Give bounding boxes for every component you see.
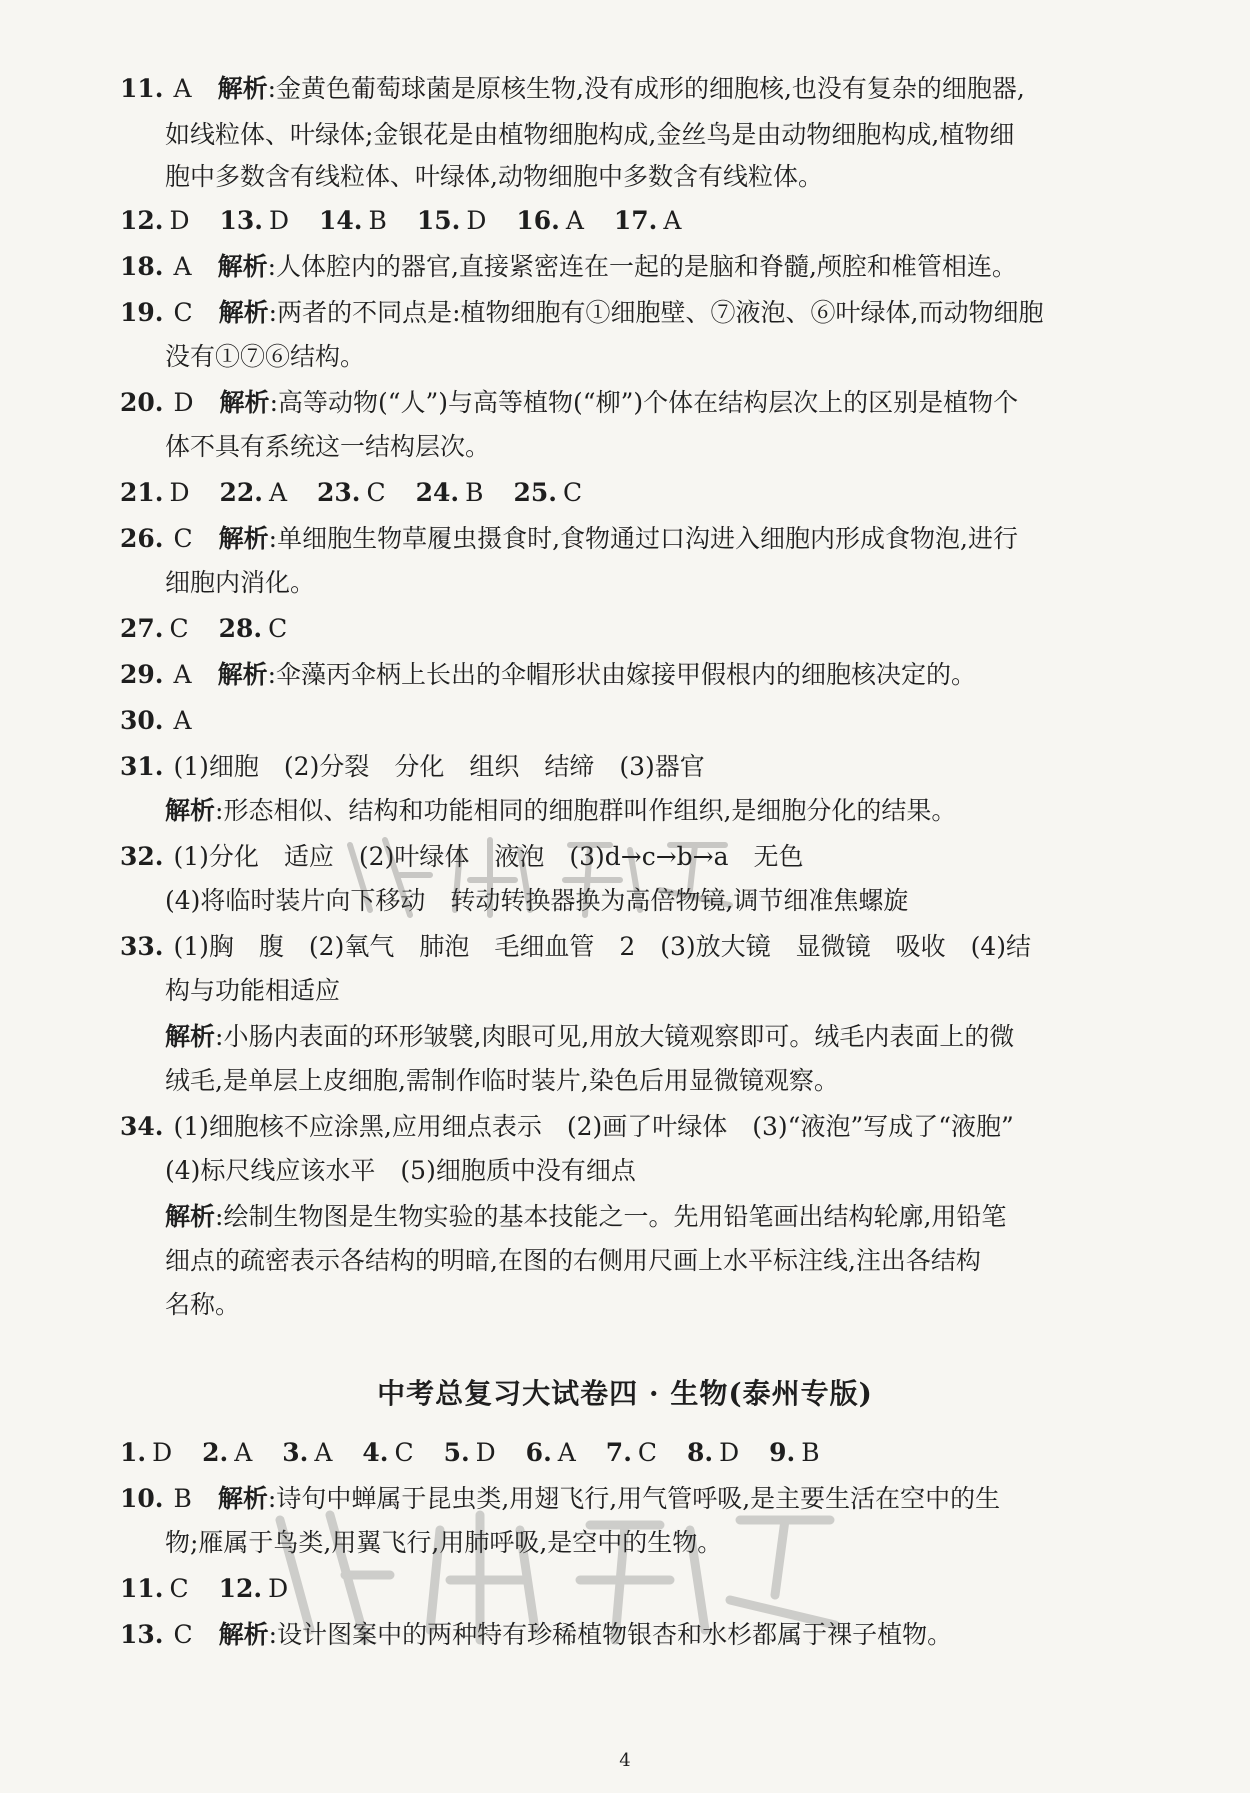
answer-20 [120, 386, 1180, 420]
question-number: 3. [282, 1438, 309, 1467]
answer-letter: C [173, 1620, 193, 1649]
question-number: 2. [202, 1438, 229, 1467]
question-number: 32. [120, 842, 164, 871]
answer-34-line2: (4)标尺线应该水平 (5)细胞质中没有细点 [165, 1156, 636, 1185]
answer-letter: D [169, 206, 190, 235]
analysis-label: 解析 [217, 252, 268, 281]
answer-letter: A [173, 660, 192, 689]
answer-letter: D [475, 1438, 496, 1467]
answer-letter: D [169, 478, 190, 507]
section-title: 中考总复习大试卷四 · 生物(泰州专版) [377, 1377, 873, 1410]
answer-text: :人体腔内的器官,直接紧密连在一起的是脑和脊髓,颅腔和椎管相连。 [267, 252, 1017, 281]
question-number: 19. [120, 298, 164, 327]
question-number: 34. [120, 1112, 164, 1141]
answer-letter: A [234, 1438, 253, 1467]
question-number: 13. [219, 206, 263, 235]
answer-text: (1)胸 腹 (2)氧气 肺泡 毛细血管 2 (3)放大镜 显微镜 吸收 (4)结 [173, 932, 1032, 961]
analysis-label: 解析 [217, 74, 268, 103]
answer-letter: A [269, 478, 288, 507]
question-number: 6. [525, 1438, 552, 1467]
answer-letter: C [394, 1438, 414, 1467]
answer-letter: D [152, 1438, 173, 1467]
answer-letter: B [465, 478, 484, 507]
answer-text: :设计图案中的两种特有珍稀植物银杏和水杉都属于裸子植物。 [268, 1620, 953, 1649]
answer-letter: C [268, 614, 288, 643]
answer-sequence-27-28 [120, 612, 1180, 646]
answer-letter: C [173, 524, 193, 553]
answer-19-line2: 没有①⑦⑥结构。 [165, 342, 366, 371]
answer-text: (1)分化 适应 (2)叶绿体 液泡 (3)d→c→b→a 无色 [173, 842, 804, 871]
answer-letter: C [173, 298, 193, 327]
answer-letter: A [663, 206, 682, 235]
question-number: 14. [319, 206, 363, 235]
analysis-label: 解析 [217, 660, 268, 689]
answer-text: :小肠内表面的环形皱襞,肉眼可见,用放大镜观察即可。绒毛内表面上的微 [215, 1022, 1015, 1051]
question-number: 1. [120, 1438, 147, 1467]
analysis-label: 解析 [218, 298, 269, 327]
analysis-label: 解析 [219, 388, 270, 417]
answer-34-explanation-line2: 细点的疏密表示各结构的明暗,在图的右侧用尺画上水平标注线,注出各结构 [165, 1246, 981, 1275]
answer-33-explanation [165, 1020, 1225, 1054]
answer-text: :绘制生物图是生物实验的基本技能之一。先用铅笔画出结构轮廓,用铅笔 [215, 1202, 1007, 1231]
answer-sequence-1-9 [120, 1436, 1180, 1470]
question-number: 25. [513, 478, 557, 507]
analysis-label: 解析 [218, 1620, 269, 1649]
page-number: 4 [619, 1750, 631, 1771]
question-number: 21. [120, 478, 164, 507]
answer-34 [120, 1110, 1180, 1144]
answer-letter: A [565, 206, 584, 235]
answer-letter: A [557, 1438, 576, 1467]
question-number: 5. [443, 1438, 470, 1467]
answer-30 [120, 704, 1180, 738]
watermark-mark [330, 830, 750, 920]
answer-letter: B [173, 1484, 192, 1513]
answer-letter: C [637, 1438, 658, 1467]
answer-32-line2: (4)将临时装片向下移动 转动转换器换为高倍物镜,调节细准焦螺旋 [165, 886, 909, 915]
answer-sequence-12-17 [120, 204, 1180, 238]
answer-letter: C [562, 478, 583, 507]
answer-19 [120, 296, 1180, 330]
answer-text: :单细胞生物草履虫摄食时,食物通过口沟进入细胞内形成食物泡,进行 [268, 524, 1018, 553]
question-number: 11. [120, 74, 164, 103]
answer-text: :形态相似、结构和功能相同的细胞群叫作组织,是细胞分化的结果。 [215, 796, 957, 825]
answer-33-line2: 构与功能相适应 [165, 976, 341, 1005]
answer-letter: D [466, 206, 487, 235]
answer-34-explanation-line3: 名称。 [165, 1290, 241, 1319]
answer-20-line2: 体不具有系统这一结构层次。 [165, 432, 491, 461]
answer-text: (1)细胞 (2)分裂 分化 组织 结缔 (3)器官 [173, 752, 705, 781]
question-number: 12. [120, 206, 164, 235]
question-number: 4. [362, 1438, 389, 1467]
question-number: 26. [120, 524, 164, 553]
answer-31 [120, 750, 1180, 784]
answer-29 [120, 658, 1180, 692]
answer-18 [120, 250, 1180, 284]
answer-letter: A [314, 1438, 333, 1467]
analysis-label: 解析 [165, 796, 216, 825]
question-number: 11. [120, 1574, 164, 1603]
answer-11 [120, 72, 1180, 106]
answer-letter: D [173, 388, 194, 417]
question-number: 22. [219, 478, 263, 507]
question-number: 24. [415, 478, 460, 507]
answer-33 [120, 930, 1180, 964]
answer-text: :高等动物(“人”)与高等植物(“柳”)个体在结构层次上的区别是植物个 [269, 388, 1019, 417]
answer-11-line3: 胞中多数含有线粒体、叶绿体,动物细胞中多数含有线粒体。 [165, 162, 823, 191]
answer-text: :金黄色葡萄球菌是原核生物,没有成形的细胞核,也没有复杂的细胞器, [267, 74, 1025, 103]
answer-33-explanation-line2: 绒毛,是单层上皮细胞,需制作临时装片,染色后用显微镜观察。 [165, 1066, 839, 1095]
question-number: 20. [120, 388, 164, 417]
question-number: 23. [317, 478, 361, 507]
question-number: 12. [218, 1574, 263, 1603]
answer-letter: B [801, 1438, 820, 1467]
question-number: 15. [416, 206, 461, 235]
answer-26 [120, 522, 1180, 556]
answer-34-explanation [165, 1200, 1225, 1234]
answer-letter: C [169, 1574, 189, 1603]
answer-letter: D [268, 1574, 289, 1603]
answer-letter: D [269, 206, 290, 235]
question-number: 31. [120, 752, 164, 781]
analysis-label: 解析 [165, 1202, 216, 1231]
answer-letter: C [366, 478, 386, 507]
analysis-label: 解析 [218, 524, 269, 553]
answer-text: (1)细胞核不应涂黑,应用细点表示 (2)画了叶绿体 (3)“液泡”写成了“液胞” [173, 1112, 1014, 1141]
answer-text: :诗句中蝉属于昆虫类,用翅飞行,用气管呼吸,是主要生活在空中的生 [267, 1484, 1001, 1513]
analysis-label: 解析 [165, 1022, 216, 1051]
question-number: 18. [120, 252, 164, 281]
answer-11-line2: 如线粒体、叶绿体;金银花是由植物细胞构成,金丝鸟是由动物细胞构成,植物细 [165, 120, 1015, 149]
answer-letter: B [368, 206, 387, 235]
answer-31-explanation [165, 794, 1225, 828]
question-number: 7. [605, 1438, 632, 1467]
question-number: 27. [120, 614, 164, 643]
answer-letter: A [173, 706, 192, 735]
question-number: 29. [120, 660, 164, 689]
answer-s10-line2: 物;雁属于鸟类,用翼飞行,用肺呼吸,是空中的生物。 [165, 1528, 723, 1557]
question-number: 17. [613, 206, 658, 235]
answer-letter: A [173, 252, 192, 281]
watermark-mark-lower [250, 1500, 850, 1650]
answer-letter: C [169, 614, 189, 643]
question-number: 28. [218, 614, 263, 643]
question-number: 33. [120, 932, 164, 961]
question-number: 10. [120, 1484, 164, 1513]
analysis-label: 解析 [217, 1484, 268, 1513]
question-number: 16. [516, 206, 560, 235]
answer-text: :两者的不同点是:植物细胞有①细胞壁、⑦液泡、⑥叶绿体,而动物细胞 [268, 298, 1044, 327]
question-number: 13. [120, 1620, 164, 1649]
question-number: 8. [687, 1438, 714, 1467]
question-number: 30. [120, 706, 164, 735]
answer-text: :伞藻丙伞柄上长出的伞帽形状由嫁接甲假根内的细胞核决定的。 [267, 660, 977, 689]
question-number: 9. [769, 1438, 796, 1467]
answer-letter: D [719, 1438, 740, 1467]
answer-sequence-21-25 [120, 476, 1180, 510]
answer-26-line2: 细胞内消化。 [165, 568, 316, 597]
answer-letter: A [173, 74, 192, 103]
